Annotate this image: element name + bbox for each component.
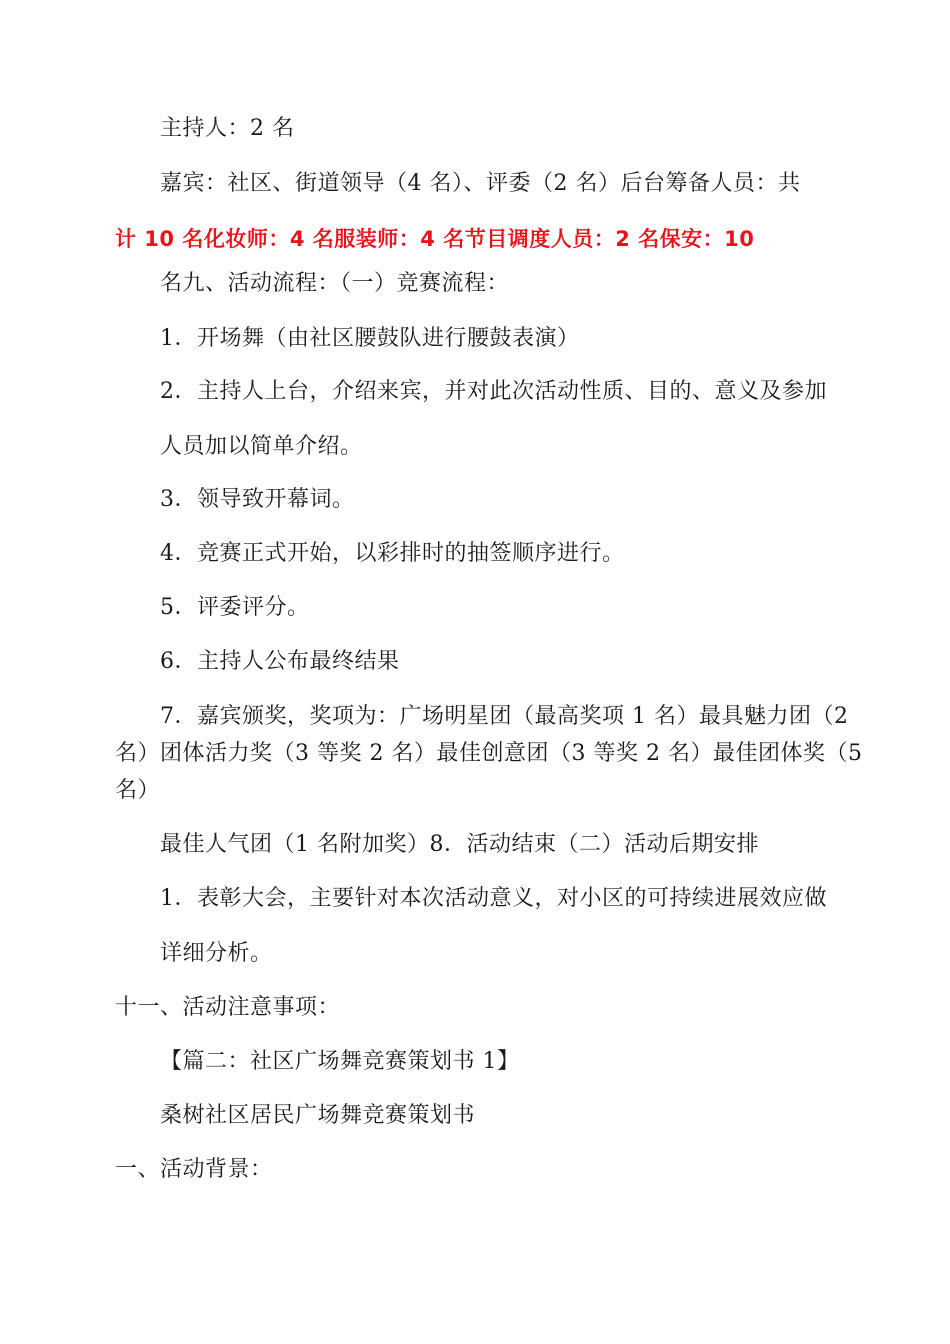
highlighted-text-line: 计 10 名化妆师：4 名服装师：4 名节目调度人员：2 名保安：10 — [115, 227, 755, 251]
text-line: 主持人：2 名 — [160, 116, 295, 141]
chapter-marker: 【篇二：社区广场舞竞赛策划书 1】 — [160, 1049, 520, 1074]
text-line: 5．评委评分。 — [160, 595, 310, 620]
text-line: 6．主持人公布最终结果 — [160, 649, 400, 674]
text-line: 名九、活动流程：（一）竞赛流程： — [160, 271, 510, 296]
text-line: 4．竞赛正式开始，以彩排时的抽签顺序进行。 — [160, 541, 625, 566]
text-line: 1．表彰大会，主要针对本次活动意义，对小区的可持续进展效应做 — [160, 886, 827, 911]
text-line: 名）团体活力奖（3 等奖 2 名）最佳创意团（3 等奖 2 名）最佳团体奖（5 — [115, 741, 863, 766]
text-line: 2．主持人上台，介绍来宾，并对此次活动性质、目的、意义及参加 — [160, 379, 827, 404]
text-line: 嘉宾：社区、街道领导（4 名）、评委（2 名）后台筹备人员：共 — [160, 171, 801, 196]
text-line: 7．嘉宾颁奖，奖项为：广场明星团（最高奖项 1 名）最具魅力团（2 — [160, 704, 849, 729]
text-line: 详细分析。 — [160, 941, 273, 966]
text-line: 名） — [115, 778, 161, 803]
text-line: 最佳人气团（1 名附加奖）8．活动结束（二）活动后期安排 — [160, 832, 759, 857]
text-line: 人员加以简单介绍。 — [160, 434, 363, 459]
text-line: 1．开场舞（由社区腰鼓队进行腰鼓表演） — [160, 326, 580, 351]
text-line: 3．领导致开幕词。 — [160, 487, 355, 512]
section-heading: 一、活动背景： — [115, 1157, 273, 1182]
section-heading: 十一、活动注意事项： — [115, 995, 341, 1020]
document-title: 桑树社区居民广场舞竞赛策划书 — [160, 1103, 476, 1128]
